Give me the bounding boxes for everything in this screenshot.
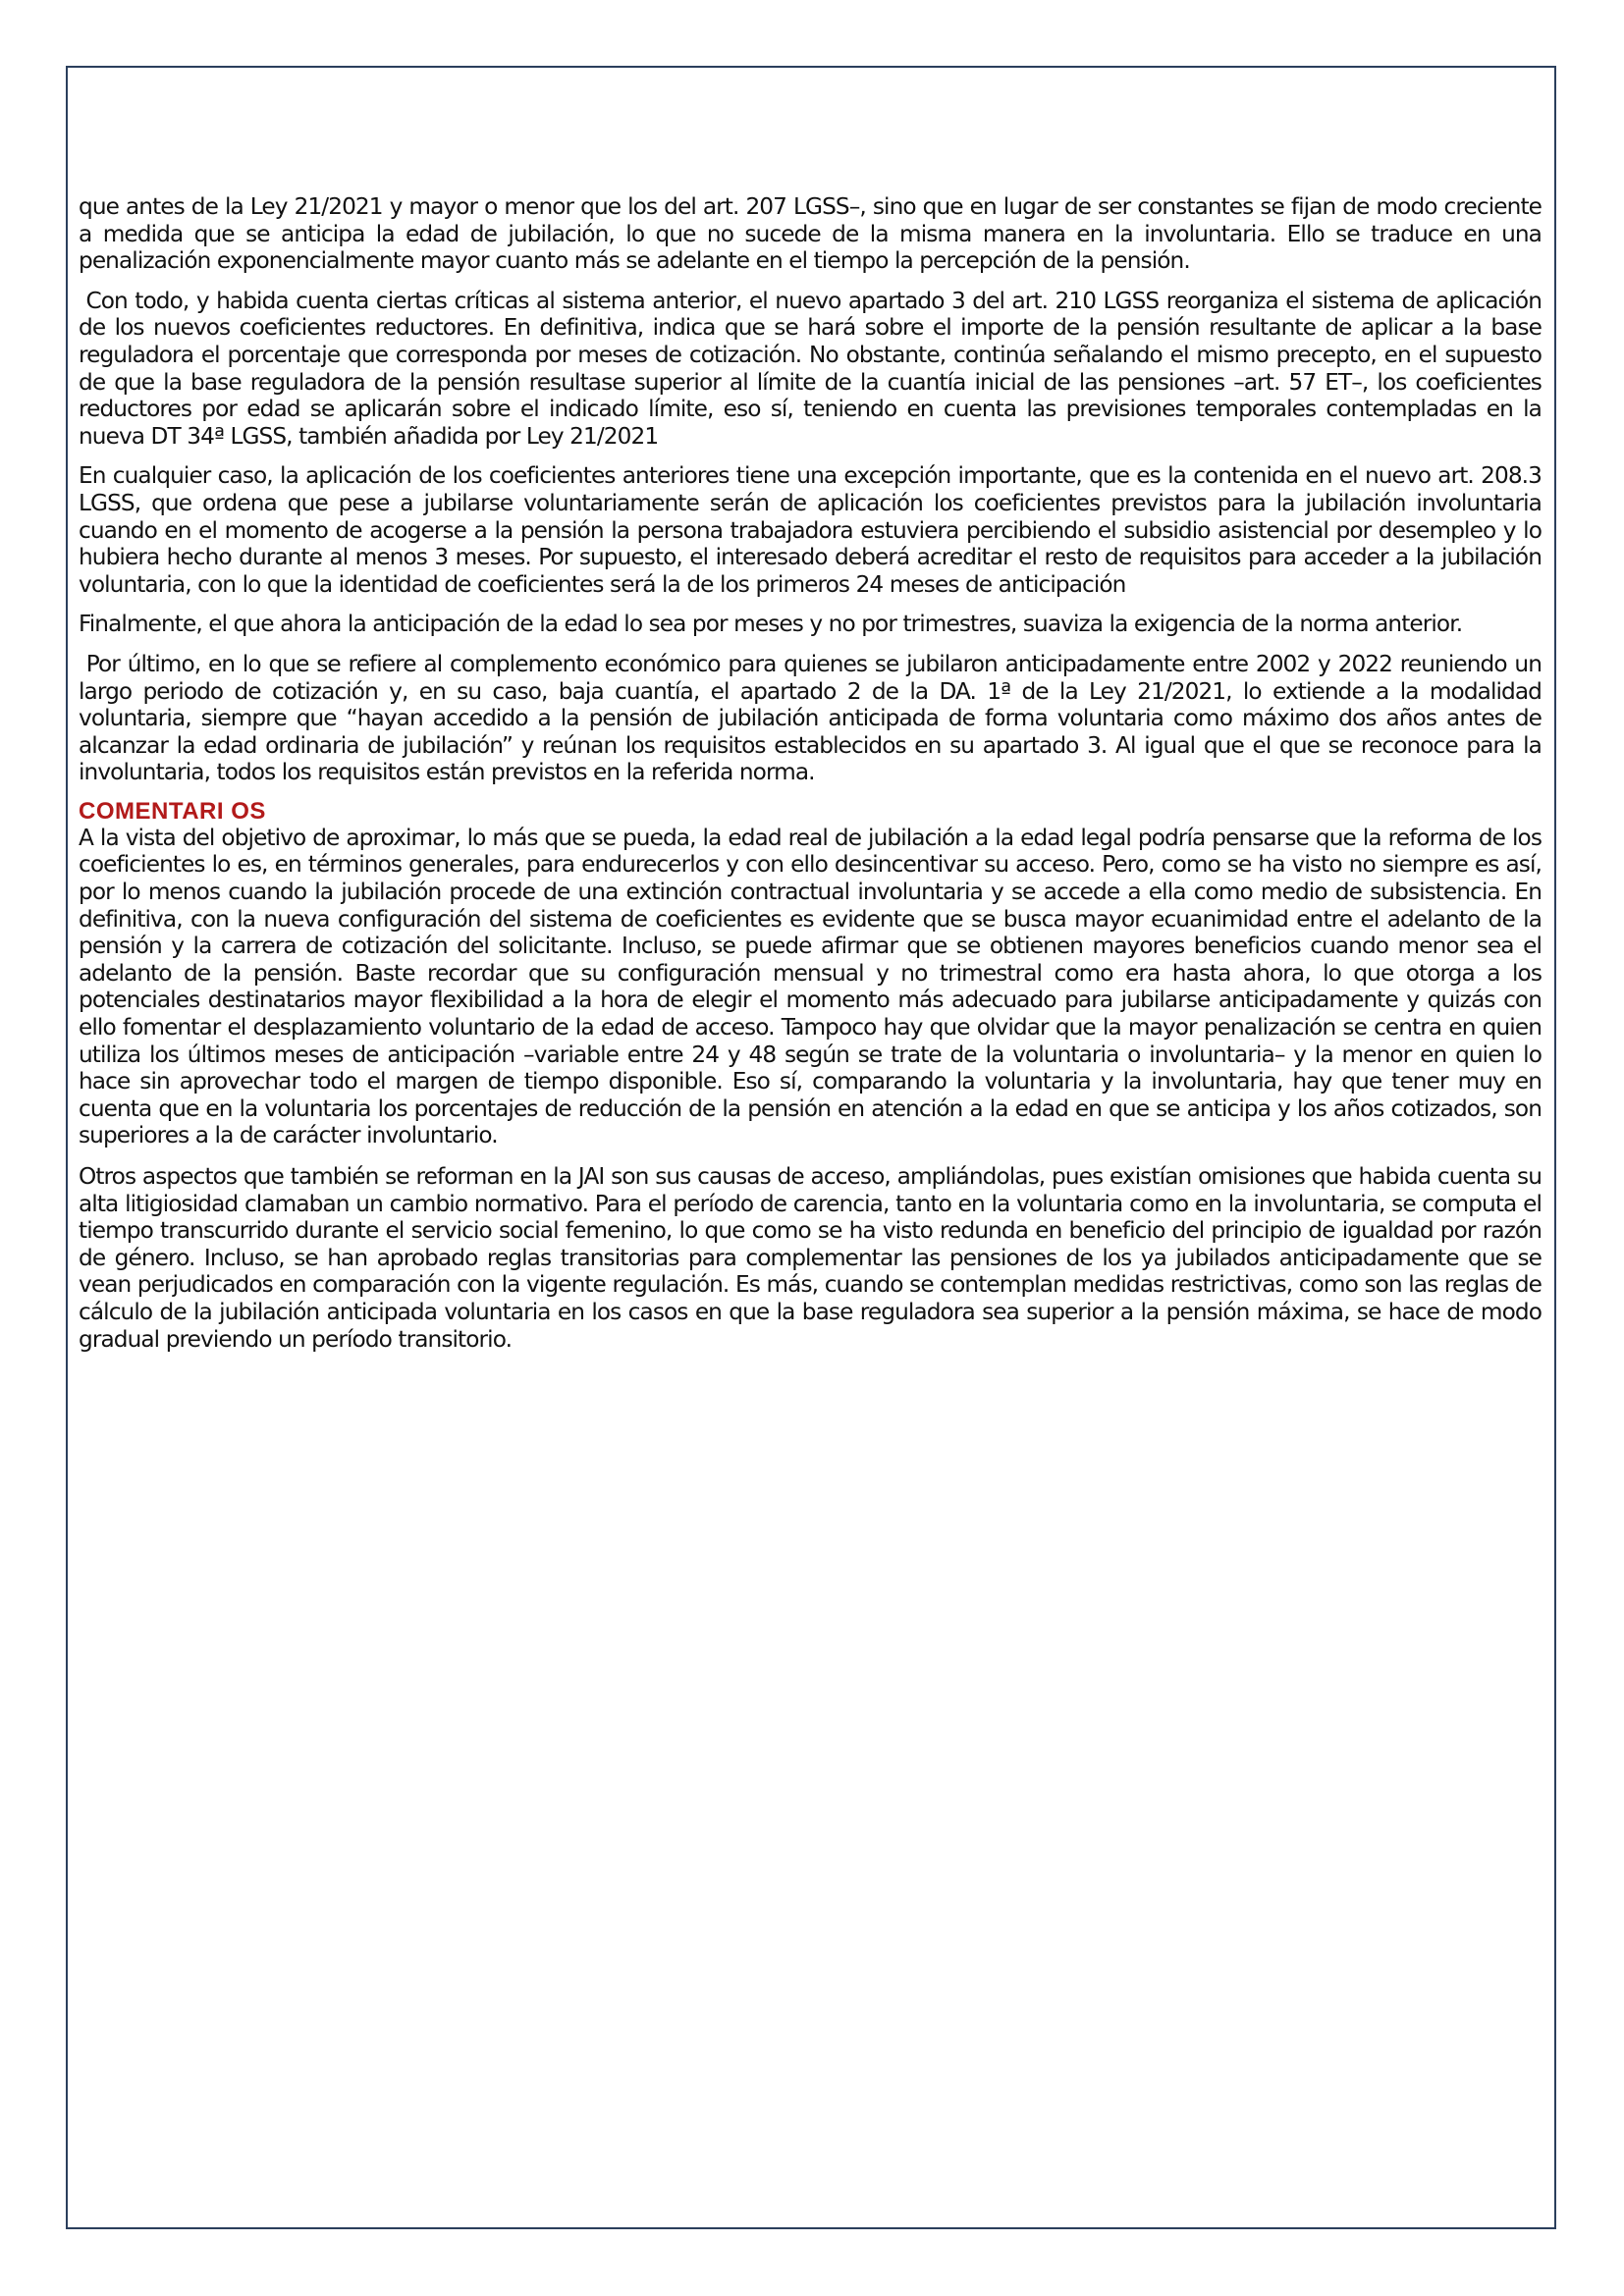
paragraph-comment-other-aspects: Otros aspectos que también se reforman en la JAI son sus causas de acceso, ampliándolas, pues existían omisiones que habida cuenta su alta litigiosidad clamaban un cambio normativo. Para el período de carencia, tanto en la voluntaria como en la involuntaria, se computa el tiempo transcurrido durante el servicio social femenino, lo que como se ha visto redunda en beneficio del principio de igualdad por razón de género. Incluso, se han aprobado reglas transitorias para complementar las pensiones de los ya jubilados anticipadamente que se vean perjudicados en comparación con la vigente regulación. Es más, cuando se contemplan medidas restrictivas, como son las reglas de cálculo de la jubilación anticipada voluntaria en los casos en que la base reguladora sea superior a la pensión máxima, se hace de modo gradual previendo un período transitorio. <box>79 1163 1542 1353</box>
paragraph-monthly-anticipation: Finalmente, el que ahora la anticipación de la edad lo sea por meses y no por trimestres, suaviza la exigencia de la norma anterior. <box>79 611 1463 638</box>
section-heading-comentarios: COMENTARI OS <box>79 797 266 825</box>
document-body <box>79 193 1542 1365</box>
paragraph-art-208-exception: En cualquier caso, la aplicación de los coeficientes anteriores tiene una excepción importante, que es la contenida en el nuevo art. 208.3 LGSS, que ordena que pese a jubilarse voluntariamente serán de aplicación los coeficientes previstos para la jubilación involuntaria cuando en el momento de acogerse a la pensión la persona trabajadora estuviera percibiendo el subsidio asistencial por desempleo y lo hubiera hecho durante al menos 3 meses. Por supuesto, el interesado deberá acreditar el resto de requisitos para acceder a la jubilación voluntaria, con lo que la identidad de coeficientes será la de los primeros 24 meses de anticipación <box>79 462 1542 598</box>
paragraph-comment-coefficients: A la vista del objetivo de aproximar, lo más que se pueda, la edad real de jubilación a la edad legal podría pensarse que la reforma de los coeficientes lo es, en términos generales, para endurecerlos y con ello desincentivar su acceso. Pero, como se ha visto no siempre es así, por lo menos cuando la jubilación procede de una extinción contractual involuntaria y se accede a ella como medio de subsistencia. En definitiva, con la nueva configuración del sistema de coeficientes es evidente que se busca mayor ecuanimidad entre el adelanto de la pensión y la carrera de cotización del solicitante. Incluso, se puede afirmar que se obtienen mayores beneficios cuando menor sea el adelanto de la pensión. Baste recordar que su configuración mensual y no trimestral como era hasta ahora, lo que otorga a los potenciales destinatarios mayor flexibilidad a la hora de elegir el momento más adecuado para jubilarse anticipadamente y quizás con ello fomentar el desplazamiento voluntario de la edad de acceso. Tampoco hay que olvidar que la mayor penalización se centra en quien utiliza los últimos meses de anticipación –variable entre 24 y 48 según se trate de la voluntaria o involuntaria– y la menor en quien lo hace sin aprovechar todo el margen de tiempo disponible. Eso sí, comparando la voluntaria y la involuntaria, hay que tener muy en cuenta que en la voluntaria los porcentajes de reducción de la pensión en atención a la edad en que se anticipa y los años cotizados, son superiores a la de carácter involuntario. <box>79 824 1542 1149</box>
paragraph-coefficients-growth: que antes de la Ley 21/2021 y mayor o menor que los del art. 207 LGSS–, sino que en lugar de ser constantes se fijan de modo creciente a medida que se anticipa la edad de jubilación, lo que no sucede de la misma manera en la involuntaria. Ello se traduce en una penalización exponencialmente mayor cuanto más se adelante en el tiempo la percepción de la pensión. <box>79 193 1542 275</box>
paragraph-art-210-reorganization: Con todo, y habida cuenta ciertas críticas al sistema anterior, el nuevo apartado 3 del art. 210 LGSS reorganiza el sistema de aplicación de los nuevos coeficientes reductores. En definitiva, indica que se hará sobre el importe de la pensión resultante de aplicar a la base reguladora el porcentaje que corresponda por meses de cotización. No obstante, continúa señalando el mismo precepto, en el supuesto de que la base reguladora de la pensión resultase superior al límite de la cuantía inicial de las pensiones –art. 57 ET–, los coeficientes reductores por edad se aplicarán sobre el indicado límite, eso sí, teniendo en cuenta las previsiones temporales contempladas en la nueva DT 34ª LGSS, también añadida por Ley 21/2021 <box>79 287 1542 450</box>
paragraph-economic-complement: Por último, en lo que se refiere al complemento económico para quienes se jubilaron anticipadamente entre 2002 y 2022 reuniendo un largo periodo de cotización y, en su caso, baja cuantía, el apartado 2 de la DA. 1ª de la Ley 21/2021, lo extiende a la modalidad voluntaria, siempre que “hayan accedido a la pensión de jubilación anticipada de forma voluntaria como máximo dos años antes de alcanzar la edad ordinaria de jubilación” y reúnan los requisitos establecidos en su apartado 3. Al igual que el que se reconoce para la involuntaria, todos los requisitos están previstos en la referida norma. <box>79 650 1542 786</box>
